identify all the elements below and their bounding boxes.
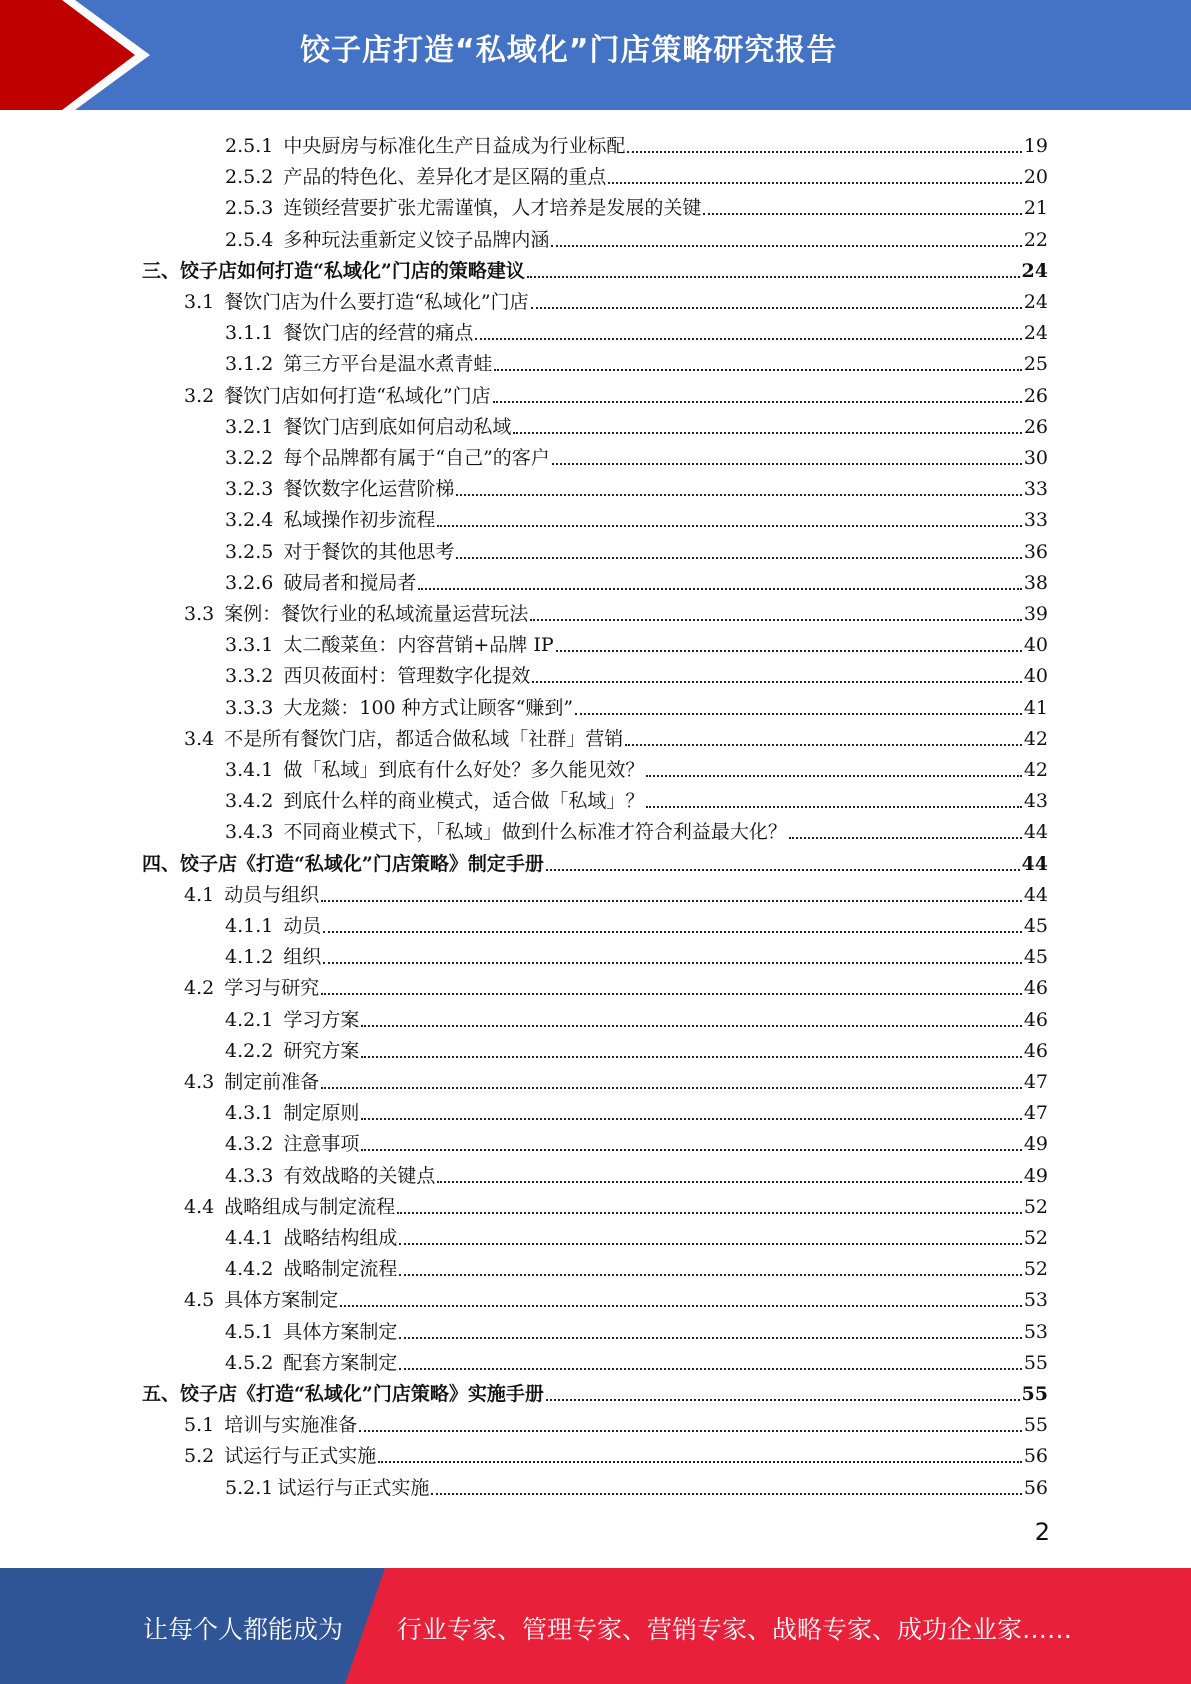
toc-entry[interactable]	[142, 845, 1048, 876]
toc-dot-leader	[323, 931, 1021, 933]
toc-entry-page: 52	[1023, 1258, 1048, 1280]
toc-dot-leader	[378, 1461, 1022, 1463]
toc-entry-page: 39	[1023, 603, 1048, 625]
toc-entry[interactable]	[225, 751, 1048, 782]
toc-entry-title: 私域操作初步流程	[283, 509, 436, 531]
toc-entry-number: 3.4.3	[225, 821, 274, 843]
toc-entry-page: 30	[1023, 447, 1048, 469]
toc-entry-title: 有效战略的关键点	[283, 1165, 436, 1187]
toc-entry-number: 2.5.4	[225, 229, 274, 251]
toc-entry-number: 4.1.1	[225, 915, 274, 937]
toc-entry[interactable]	[225, 1157, 1048, 1188]
toc-entry-title: 配套方案制定	[283, 1352, 398, 1374]
toc-entry-page: 26	[1023, 385, 1048, 407]
toc-entry-number: 3.2.5	[225, 541, 274, 563]
toc-entry-title: 学习方案	[283, 1009, 360, 1031]
toc-entry[interactable]	[225, 408, 1048, 439]
toc-dot-leader	[703, 213, 1021, 215]
toc-entry[interactable]	[184, 1188, 1048, 1219]
toc-entry-number: 3.1.2	[225, 353, 274, 375]
toc-entry-title: 战略制定流程	[283, 1258, 398, 1280]
toc-entry[interactable]	[225, 1094, 1048, 1125]
toc-entry-page: 44	[1023, 884, 1048, 906]
toc-entry-page: 42	[1023, 759, 1048, 781]
page-header	[0, 0, 1191, 110]
toc-entry[interactable]	[225, 501, 1048, 532]
toc-entry-number: 3.3.1	[225, 634, 274, 656]
toc-dot-leader	[527, 276, 1020, 278]
toc-entry-page: 24	[1023, 291, 1048, 313]
toc-entry-title: 试运行与正式实施	[277, 1477, 430, 1499]
toc-entry-page: 55	[1021, 1383, 1048, 1405]
toc-entry-title: 每个品牌都有属于“自己”的客户	[283, 447, 550, 469]
toc-entry-number: 4.4	[184, 1196, 215, 1218]
toc-entry-title: 第三方平台是温水煮青蛙	[283, 353, 493, 375]
toc-entry-page: 55	[1023, 1414, 1048, 1436]
toc-entry[interactable]	[225, 314, 1048, 345]
toc-entry[interactable]	[184, 283, 1048, 314]
toc-dot-leader	[323, 962, 1021, 964]
toc-dot-leader	[437, 525, 1021, 527]
toc-entry-page: 56	[1023, 1477, 1048, 1499]
toc-entry-number: 4.3.2	[225, 1133, 274, 1155]
toc-entry[interactable]	[225, 1219, 1048, 1250]
toc-entry-title: 具体方案制定	[224, 1289, 339, 1311]
toc-entry-title: 动员与组织	[224, 884, 320, 906]
toc-entry-number: 4.3.3	[225, 1165, 274, 1187]
toc-entry[interactable]	[225, 782, 1048, 813]
toc-entry-page: 19	[1023, 135, 1048, 157]
toc-entry[interactable]	[225, 564, 1048, 595]
toc-dot-leader	[361, 1149, 1021, 1151]
toc-entry-page: 25	[1023, 353, 1048, 375]
toc-entry[interactable]	[225, 1469, 1048, 1500]
toc-dot-leader	[456, 557, 1021, 559]
toc-entry-title: 破局者和搅局者	[283, 572, 417, 594]
toc-dot-leader	[340, 1305, 1022, 1307]
toc-dot-leader	[399, 1337, 1021, 1339]
toc-dot-leader	[361, 1118, 1021, 1120]
toc-entry[interactable]	[225, 158, 1048, 189]
toc-entry-page: 46	[1023, 1009, 1048, 1031]
toc-entry[interactable]	[225, 1001, 1048, 1032]
toc-entry[interactable]	[225, 1250, 1048, 1281]
toc-entry[interactable]	[225, 1032, 1048, 1063]
toc-entry-page: 55	[1023, 1352, 1048, 1374]
toc-entry-number: 4.3.1	[225, 1102, 274, 1124]
toc-entry[interactable]	[184, 1406, 1048, 1437]
toc-dot-leader	[551, 245, 1021, 247]
toc-dot-leader	[399, 1368, 1021, 1370]
toc-entry-title: 研究方案	[283, 1040, 360, 1062]
toc-entry-number: 3.4.2	[225, 790, 274, 812]
toc-entry-page: 53	[1023, 1321, 1048, 1343]
toc-dot-leader	[608, 182, 1021, 184]
toc-entry-title: 餐饮门店到底如何启动私域	[283, 416, 512, 438]
toc-dot-leader	[359, 1430, 1022, 1432]
toc-entry[interactable]	[225, 689, 1048, 720]
toc-entry-title: 战略结构组成	[283, 1227, 398, 1249]
toc-entry-title: 五、饺子店《打造“私域化”门店策略》实施手册	[142, 1383, 544, 1405]
toc-entry-number: 3.4.1	[225, 759, 274, 781]
toc-dot-leader	[494, 369, 1021, 371]
toc-entry-title: 制定原则	[283, 1102, 360, 1124]
toc-entry-page: 20	[1023, 166, 1048, 188]
toc-entry-number: 2.5.3	[225, 197, 274, 219]
toc-dot-leader	[556, 650, 1022, 652]
toc-entry-title: 制定前准备	[224, 1071, 320, 1093]
toc-entry-number: 3.2.2	[225, 447, 274, 469]
toc-dot-leader	[321, 1087, 1022, 1089]
toc-entry[interactable]	[184, 1437, 1048, 1468]
toc-entry-number: 2.5.2	[225, 166, 274, 188]
toc-entry-number: 4.5.1	[225, 1321, 274, 1343]
toc-dot-leader	[418, 588, 1021, 590]
toc-entry[interactable]	[225, 221, 1048, 252]
toc-entry[interactable]	[225, 533, 1048, 564]
toc-entry-number: 3.4	[184, 728, 215, 750]
toc-entry-title: 学习与研究	[224, 977, 320, 999]
toc-entry-page: 53	[1023, 1289, 1048, 1311]
toc-dot-leader	[530, 619, 1022, 621]
toc-entry-title: 四、饺子店《打造“私域化”门店策略》制定手册	[142, 853, 544, 875]
toc-entry-page: 45	[1023, 915, 1048, 937]
toc-entry[interactable]	[225, 657, 1048, 688]
toc-entry-title: 三、饺子店如何打造“私域化”门店的策略建议	[142, 260, 525, 282]
toc-entry-page: 46	[1023, 977, 1048, 999]
toc-entry[interactable]	[142, 1375, 1048, 1406]
toc-dot-leader	[437, 1181, 1021, 1183]
toc-entry-title: 案例：餐饮行业的私域流量运营玩法	[224, 603, 529, 625]
toc-entry-title: 做「私域」到底有什么好处？多久能见效？	[283, 759, 645, 781]
toc-entry-page: 33	[1023, 509, 1048, 531]
toc-entry[interactable]	[225, 938, 1048, 969]
toc-entry-title: 试运行与正式实施	[224, 1445, 377, 1467]
toc-entry-number: 3.1	[184, 291, 215, 313]
toc-entry[interactable]	[225, 1313, 1048, 1344]
toc-entry-page: 33	[1023, 478, 1048, 500]
toc-entry[interactable]	[225, 1344, 1048, 1375]
footer-slogan-right: 行业专家、管理专家、营销专家、战略专家、成功企业家……	[397, 1615, 1073, 1644]
toc-entry-number: 2.5.1	[225, 135, 274, 157]
toc-entry-page: 38	[1023, 572, 1048, 594]
toc-entry[interactable]	[184, 969, 1048, 1000]
toc-dot-leader	[431, 1493, 1021, 1495]
toc-entry-page: 24	[1021, 260, 1048, 282]
toc-entry[interactable]	[225, 470, 1048, 501]
toc-entry-number: 4.4.2	[225, 1258, 274, 1280]
toc-entry-number: 3.2.3	[225, 478, 274, 500]
toc-entry[interactable]	[184, 720, 1048, 751]
toc-entry[interactable]	[184, 595, 1048, 626]
toc-dot-leader	[361, 1056, 1021, 1058]
toc-entry[interactable]	[225, 813, 1048, 844]
toc-entry-title: 动员	[283, 915, 322, 937]
toc-entry-number: 3.3.3	[225, 697, 274, 719]
toc-dot-leader	[456, 494, 1021, 496]
toc-entry-page: 49	[1023, 1133, 1048, 1155]
toc-entry[interactable]	[225, 439, 1048, 470]
toc-entry[interactable]	[225, 626, 1048, 657]
toc-dot-leader	[361, 1025, 1021, 1027]
toc-entry[interactable]	[225, 189, 1048, 220]
toc-entry-page: 21	[1023, 197, 1048, 219]
toc-entry-number: 4.5	[184, 1289, 215, 1311]
page-footer	[0, 1568, 1191, 1684]
toc-entry-title: 注意事项	[283, 1133, 360, 1155]
toc-entry[interactable]	[184, 377, 1048, 408]
toc-entry-title: 组织	[283, 946, 322, 968]
toc-entry-title: 不是所有餐饮门店，都适合做私域「社群」营销	[224, 728, 624, 750]
toc-entry-number: 3.1.1	[225, 322, 274, 344]
toc-entry-title: 不同商业模式下，「私域」做到什么标准才符合利益最大化？	[283, 821, 787, 843]
toc-entry-page: 47	[1023, 1071, 1048, 1093]
toc-entry-title: 培训与实施准备	[224, 1414, 358, 1436]
toc-entry-page: 42	[1023, 728, 1048, 750]
toc-entry-number: 5.1	[184, 1414, 215, 1436]
toc-entry-page: 24	[1023, 322, 1048, 344]
toc-dot-leader	[321, 900, 1022, 902]
toc-entry-title: 连锁经营要扩张尤需谨慎，人才培养是发展的关键	[283, 197, 702, 219]
toc-entry-number: 4.4.1	[225, 1227, 274, 1249]
toc-dot-leader	[627, 151, 1021, 153]
toc-entry-title: 餐饮门店的经营的痛点	[283, 322, 474, 344]
footer-slogan-left: 让每个人都能成为	[143, 1615, 344, 1644]
toc-dot-leader	[397, 1212, 1022, 1214]
toc-dot-leader	[625, 744, 1022, 746]
toc-entry-page: 22	[1023, 229, 1048, 251]
toc-entry-page: 26	[1023, 416, 1048, 438]
toc-entry-page: 47	[1023, 1102, 1048, 1124]
toc-entry-number: 4.3	[184, 1071, 215, 1093]
toc-dot-leader	[513, 432, 1021, 434]
toc-entry-number: 5.2	[184, 1445, 215, 1467]
toc-dot-leader	[575, 713, 1022, 715]
toc-entry[interactable]	[225, 907, 1048, 938]
toc-entry-title: 餐饮门店如何打造“私域化”门店	[224, 385, 491, 407]
toc-entry-page: 52	[1023, 1227, 1048, 1249]
toc-entry-number: 4.2.1	[225, 1009, 274, 1031]
toc-entry-title: 战略组成与制定流程	[224, 1196, 396, 1218]
toc-entry-title: 中央厨房与标准化生产日益成为行业标配	[283, 135, 626, 157]
toc-entry-page: 44	[1021, 853, 1048, 875]
toc-entry-page: 41	[1023, 697, 1048, 719]
toc-entry-page: 44	[1023, 821, 1048, 843]
toc-entry-title: 对于餐饮的其他思考	[283, 541, 455, 563]
toc-dot-leader	[321, 993, 1022, 995]
toc-dot-leader	[789, 837, 1022, 839]
toc-entry-number: 3.2.1	[225, 416, 274, 438]
toc-entry-page: 49	[1023, 1165, 1048, 1187]
toc-entry[interactable]	[225, 345, 1048, 376]
toc-entry[interactable]	[184, 876, 1048, 907]
toc-dot-leader	[546, 1399, 1020, 1401]
toc-entry-number: 4.2	[184, 977, 215, 999]
toc-entry-title: 大龙燚：100 种方式让顾客“赚到”	[283, 697, 574, 719]
toc-dot-leader	[646, 775, 1021, 777]
toc-dot-leader	[546, 869, 1020, 871]
report-title: 饺子店打造“私域化”门店策略研究报告	[300, 33, 838, 68]
toc-entry-number: 4.1.2	[225, 946, 274, 968]
toc-dot-leader	[475, 338, 1021, 340]
toc-entry-title: 西贝莜面村：管理数字化提效	[283, 665, 531, 687]
toc-entry-page: 46	[1023, 1040, 1048, 1062]
toc-entry-number: 3.3	[184, 603, 215, 625]
toc-entry[interactable]	[225, 1125, 1048, 1156]
toc-entry-number: 3.2.4	[225, 509, 274, 531]
toc-entry-page: 52	[1023, 1196, 1048, 1218]
toc-entry-title: 多种玩法重新定义饺子品牌内涵	[283, 229, 550, 251]
toc-dot-leader	[399, 1274, 1021, 1276]
toc-dot-leader	[646, 806, 1021, 808]
toc-dot-leader	[531, 307, 1022, 309]
page-number: 2	[1034, 1518, 1050, 1546]
toc-entry-page: 36	[1023, 541, 1048, 563]
toc-entry[interactable]	[225, 127, 1048, 158]
toc-entry-number: 4.5.2	[225, 1352, 274, 1374]
toc-entry-title: 餐饮门店为什么要打造“私域化”门店	[224, 291, 529, 313]
toc-dot-leader	[532, 681, 1021, 683]
toc-entry-title: 到底什么样的商业模式，适合做「私域」？	[283, 790, 645, 812]
toc-dot-leader	[493, 401, 1022, 403]
toc-entry[interactable]	[184, 1281, 1048, 1312]
toc-entry-title: 餐饮数字化运营阶梯	[283, 478, 455, 500]
toc-entry-number: 4.2.2	[225, 1040, 274, 1062]
toc-entry-page: 40	[1023, 634, 1048, 656]
toc-entry-title: 产品的特色化、差异化才是区隔的重点	[283, 166, 607, 188]
toc-entry-page: 45	[1023, 946, 1048, 968]
toc-entry-title: 太二酸菜鱼：内容营销+品牌 IP	[283, 634, 554, 656]
toc-entry-page: 43	[1023, 790, 1048, 812]
toc-entry-number: 3.2	[184, 385, 215, 407]
toc-entry[interactable]	[142, 252, 1048, 283]
toc-entry-number: 4.1	[184, 884, 215, 906]
toc-dot-leader	[552, 463, 1022, 465]
toc-entry-number: 3.3.2	[225, 665, 274, 687]
toc-entry-page: 56	[1023, 1445, 1048, 1467]
toc-entry-page: 40	[1023, 665, 1048, 687]
toc-dot-leader	[399, 1243, 1021, 1245]
toc-entry-title: 具体方案制定	[283, 1321, 398, 1343]
toc-entry-number: 5.2.1	[225, 1477, 274, 1499]
toc-entry-number: 3.2.6	[225, 572, 274, 594]
toc-entry[interactable]	[184, 1063, 1048, 1094]
